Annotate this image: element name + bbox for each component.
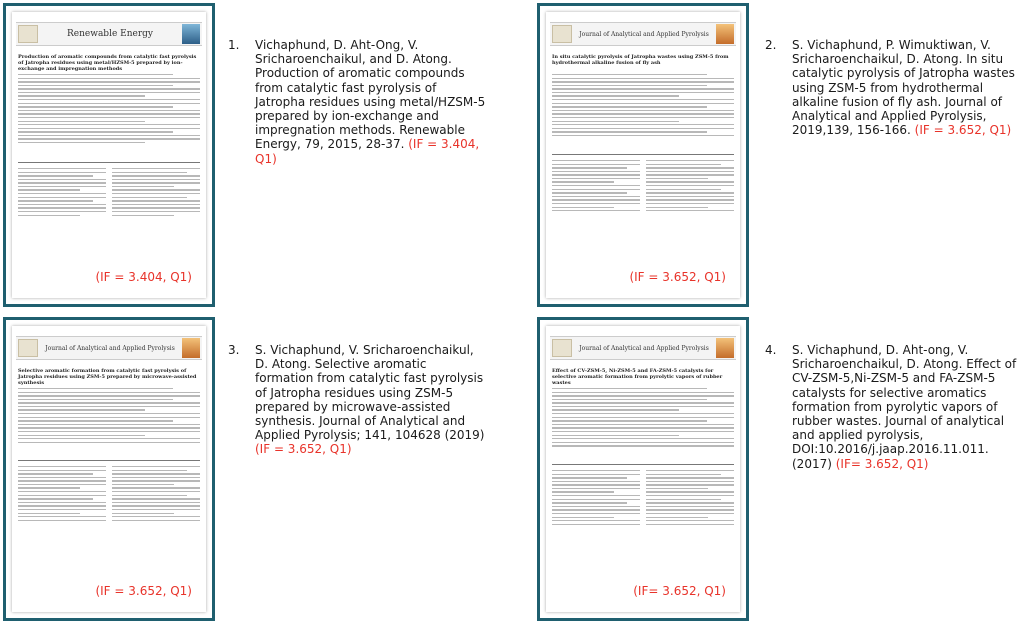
reference-text: S. Vichaphund, D. Aht-ong, V. Sricharoenchaikul, D. Atong. Effect of CV-ZSM-5,Ni-ZSM-5 and FA-ZSM-5 catalysts for selective aromatics formation from pyrolytic vapors of rubber wastes. Journal of analytical and applied pyrolysis, DOI:10.2016/j.jaap.2016.11.011. (2017) xyxy=(792,343,1017,471)
abstract-block xyxy=(552,74,734,138)
paper-title: Selective aromatic formation from catalytic fast pyrolysis of Jatropha residues using ZSM-5 prepared by microwave-assisted synthesis xyxy=(18,368,197,386)
publisher-logo xyxy=(552,25,572,43)
header-strip xyxy=(12,330,206,334)
reference-impact-factor: (IF = 3.652, Q1) xyxy=(914,123,1012,138)
paper-page-3 xyxy=(12,326,206,612)
paper-title: Production of aromatic compounds from catalytic fast pyrolysis of Jatropha residues using metal/HZSM-5 prepared by ion-exchange and impregnation methods xyxy=(18,54,197,72)
journal-masthead xyxy=(16,22,202,46)
paper-thumbnail-3[interactable] xyxy=(3,317,215,621)
reference-entry-1 xyxy=(228,38,488,188)
impact-factor-label: (IF = 3.404, Q1) xyxy=(95,270,192,284)
abstract-block xyxy=(18,388,200,445)
reference-impact-factor: (IF = 3.404, Q1) xyxy=(255,137,480,166)
paper-title: In situ catalytic pyrolysis of Jatropha wastes using ZSM-5 from hydrothermal alkaline fusion of fly ash xyxy=(552,54,729,66)
journal-name: Journal of Analytical and Applied Pyrolysis xyxy=(45,344,175,352)
journal-masthead xyxy=(550,336,736,360)
publisher-logo xyxy=(18,339,38,357)
header-strip xyxy=(546,330,740,334)
journal-masthead xyxy=(550,22,736,46)
publisher-logo xyxy=(552,339,572,357)
impact-factor-label: (IF= 3.652, Q1) xyxy=(633,584,726,598)
journal-name: Journal of Analytical and Applied Pyrolysis xyxy=(579,30,709,38)
body-columns xyxy=(552,160,734,214)
journal-name: Renewable Energy xyxy=(67,29,153,39)
paper-title: Effect of CV-ZSM-5, Ni-ZSM-5 and FA-ZSM-5 catalysts for selective aromatic formation from pyrolytic vapors of rubber wastes xyxy=(552,368,723,386)
journal-cover xyxy=(716,338,734,358)
reference-number: 4. xyxy=(765,343,777,357)
reference-entry-4 xyxy=(765,343,1020,508)
section-divider xyxy=(552,154,734,155)
reference-number: 2. xyxy=(765,38,777,52)
paper-thumbnail-2[interactable] xyxy=(537,3,749,307)
body-columns xyxy=(18,168,200,218)
paper-thumbnail-1[interactable] xyxy=(3,3,215,307)
body-columns xyxy=(552,470,734,527)
reference-number: 1. xyxy=(228,38,240,52)
publisher-logo xyxy=(18,25,38,43)
body-columns xyxy=(18,466,200,523)
section-divider xyxy=(18,162,200,163)
header-strip xyxy=(12,16,206,20)
journal-cover xyxy=(716,24,734,44)
journal-masthead xyxy=(16,336,202,360)
reference-text: S. Vichaphund, P. Wimuktiwan, V. Sricharoenchaikul, D. Atong. In situ catalytic pyrolysis of Jatropha wastes using ZSM-5 from hydrothermal alkaline fusion of fly ash. Journal of Analytical and Applied Pyrolysis, 2019,139, 156-166. xyxy=(792,38,1015,138)
section-divider xyxy=(552,464,734,465)
abstract-block xyxy=(552,388,734,449)
journal-name: Journal of Analytical and Applied Pyrolysis xyxy=(579,344,709,352)
reference-impact-factor: (IF= 3.652, Q1) xyxy=(835,456,929,471)
paper-page-1 xyxy=(12,12,206,298)
impact-factor-label: (IF = 3.652, Q1) xyxy=(95,584,192,598)
reference-entry-2 xyxy=(765,38,1020,188)
journal-cover xyxy=(182,24,200,44)
reference-impact-factor: (IF = 3.652, Q1) xyxy=(255,442,352,457)
paper-page-2 xyxy=(546,12,740,298)
section-divider xyxy=(18,460,200,461)
journal-cover xyxy=(182,338,200,358)
reference-text: Vichaphund, D. Aht-Ong, V. Sricharoenchaikul, and D. Atong. Production of aromatic compounds from catalytic fast pyrolysis of Jatropha residues using metal/HZSM-5 prepared by ion-exchange and impregnation methods. Renewable Energy, 79, 2015, 28-37. xyxy=(255,38,486,152)
paper-thumbnail-4[interactable] xyxy=(537,317,749,621)
paper-page-4 xyxy=(546,326,740,612)
abstract-block xyxy=(18,74,200,146)
header-strip xyxy=(546,16,740,20)
reference-text: S. Vichaphund, V. Sricharoenchaikul, D. Atong. Selective aromatic formation from catalytic fast pyrolysis of Jatropha residues using ZSM-5 prepared by microwave-assisted synthesis. Journal of Analytical and Applied Pyrolysis; 141, 104628 (2019) xyxy=(255,343,485,443)
reference-entry-3 xyxy=(228,343,488,508)
reference-number: 3. xyxy=(228,343,240,357)
impact-factor-label: (IF = 3.652, Q1) xyxy=(629,270,726,284)
